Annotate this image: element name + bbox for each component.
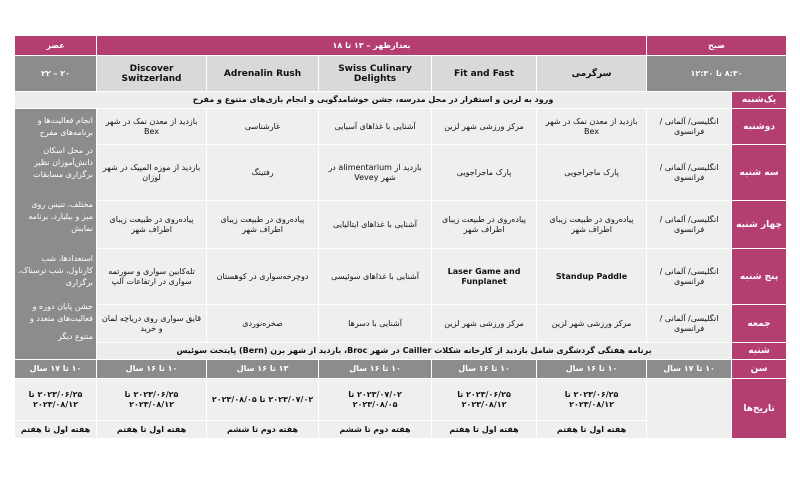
program-adrenalin-rush: Adrenalin Rush: [207, 56, 319, 92]
language-cell: انگلیسی/ آلمانی / فرانسوی: [647, 249, 732, 305]
week-range: هفته اول تا هفتم: [97, 421, 207, 439]
activity-cell: بازدید از موزه المپیک در شهر لوزان: [97, 145, 207, 201]
saturday-text: برنامه هفتگی گردشگری شامل بازدید از کارخانه شکلات Cailler در شهر Broc، بازدید از شهر برن (Bern) پایتخت سوئیس: [97, 343, 732, 360]
evening-line: در محل اسکان دانش‌آموزان نظیر برگزاری مسابقات: [33, 146, 93, 179]
row-tuesday: [15, 145, 787, 201]
evening-activities: [15, 109, 97, 360]
activity-cell: بازدید از معدن نمک در شهر Bex: [537, 109, 647, 145]
schedule-table: [14, 35, 787, 439]
activity-cell: پیاده‌روی در طبیعت زیبای اطراف شهر: [432, 201, 537, 249]
sunday-text: ورود به لزین و استقرار در محل مدرسه، جشن خوشامدگویی و انجام بازی‌های متنوع و مفرح: [15, 92, 732, 109]
activity-cell: پیاده‌روی در طبیعت زیبای اطراف شهر: [537, 201, 647, 249]
activity-cell: دوچرخه‌سواری در کوهستان: [207, 249, 319, 305]
age-value: ۱۰ تا ۱۷ سال: [15, 360, 97, 379]
evening-line: متنوع دیگر: [57, 332, 93, 341]
day-wednesday: چهار شنبه: [732, 201, 787, 249]
header-afternoon: بعدازظهر – ۱۳ تا ۱۸: [97, 36, 647, 56]
evening-line: انجام فعالیت‌ها و برنامه‌های مفرح: [37, 116, 93, 137]
age-value: ۱۳ تا ۱۶ سال: [207, 360, 319, 379]
row-wednesday: [15, 201, 787, 249]
evening-line: جشن پایان دوره و فعالیت‌های متعدد و: [29, 302, 93, 323]
activity-cell: مرکز ورزشی شهر لزین: [537, 305, 647, 343]
age-value: ۱۰ تا ۱۷ سال: [647, 360, 732, 379]
row-thursday: [15, 249, 787, 305]
activity-cell: Laser Game and Funplanet: [432, 249, 537, 305]
activity-cell: مرکز ورزشی شهر لزین: [432, 305, 537, 343]
week-range: هفته اول تا هفتم: [537, 421, 647, 439]
week-range: هفته اول تا هفتم: [15, 421, 97, 439]
age-label: سن: [732, 360, 787, 379]
day-monday: دوشنبه: [732, 109, 787, 145]
activity-cell: بازدید از alimentarium در شهر Vevey: [319, 145, 432, 201]
program-discover-switzerland: Discover Switzerland: [97, 56, 207, 92]
activity-cell: صخره‌نوردی: [207, 305, 319, 343]
activity-cell: قایق سواری روی دریاچه لمان و خرید: [97, 305, 207, 343]
week-range: هفته اول تا هفتم: [432, 421, 537, 439]
row-monday: [15, 109, 787, 145]
activity-cell: مرکز ورزشی شهر لزین: [432, 109, 537, 145]
week-range: هفته دوم تا ششم: [319, 421, 432, 439]
header-morning: صبح: [647, 36, 787, 56]
day-sunday: یک‌شنبه: [732, 92, 787, 109]
language-cell: انگلیسی/ آلمانی / فرانسوی: [647, 201, 732, 249]
header-evening: عصر: [15, 36, 97, 56]
row-saturday: [15, 343, 787, 360]
activity-cell: پارک ماجراجویی: [432, 145, 537, 201]
activity-cell: Standup Paddle: [537, 249, 647, 305]
activity-cell: غارشناسی: [207, 109, 319, 145]
age-value: ۱۰ تا ۱۶ سال: [97, 360, 207, 379]
activity-cell: آشنایی با غذاهای آسیایی: [319, 109, 432, 145]
day-tuesday: سه شنبه: [732, 145, 787, 201]
activity-cell: پیاده‌روی در طبیعت زیبای اطراف شهر: [207, 201, 319, 249]
date-range: ۲۰۲۳/۰۷/۰۲ تا ۲۰۲۳/۰۸/۰۵: [319, 379, 432, 421]
row-dates: [15, 379, 787, 421]
day-friday: جمعه: [732, 305, 787, 343]
evening-line: مختلف، تنیس روی میز و بیلیارد، برنامه نمایش: [28, 200, 93, 233]
subheader-row: [15, 56, 787, 92]
language-cell: انگلیسی/ آلمانی / فرانسوی: [647, 305, 732, 343]
evening-line: استعدادها، شب کارناول، شب ترسناک، برگزاری: [18, 254, 93, 287]
date-range: ۲۰۲۳/۰۶/۲۵ تا ۲۰۲۳/۰۸/۱۲: [432, 379, 537, 421]
activity-cell: پارک ماجراجویی: [537, 145, 647, 201]
time-evening: ۲۰ – ۲۲: [15, 56, 97, 92]
row-friday: [15, 305, 787, 343]
date-range: ۲۰۲۳/۰۷/۰۲ تا ۲۰۲۳/۰۸/۰۵: [207, 379, 319, 421]
header-row: [15, 36, 787, 56]
day-thursday: پنج شنبه: [732, 249, 787, 305]
activity-cell: رفتینگ: [207, 145, 319, 201]
activity-cell: تله‌کابین سواری و سورتمه سواری در ارتفاعات آلپ: [97, 249, 207, 305]
age-value: ۱۰ تا ۱۶ سال: [319, 360, 432, 379]
row-age: [15, 360, 787, 379]
date-range: ۲۰۲۳/۰۶/۲۵ تا ۲۰۲۳/۰۸/۱۲: [537, 379, 647, 421]
row-sunday: [15, 92, 787, 109]
program-fit-and-fast: Fit and Fast: [432, 56, 537, 92]
language-cell: انگلیسی/ آلمانی / فرانسوی: [647, 145, 732, 201]
language-cell: انگلیسی/ آلمانی / فرانسوی: [647, 109, 732, 145]
dates-label: تاریخ‌ها: [732, 379, 787, 439]
activity-cell: آشنایی با غذاهای سوئیسی: [319, 249, 432, 305]
activity-cell: آشنایی با دسرها: [319, 305, 432, 343]
week-range: هفته دوم تا ششم: [207, 421, 319, 439]
activity-cell: آشنایی با غذاهای ایتالیایی: [319, 201, 432, 249]
day-saturday: شنبه: [732, 343, 787, 360]
dates-empty: [647, 379, 732, 439]
program-fun: سرگرمی: [537, 56, 647, 92]
date-range: ۲۰۲۳/۰۶/۲۵ تا ۲۰۲۳/۰۸/۱۲: [97, 379, 207, 421]
date-range: ۲۰۲۳/۰۶/۲۵ تا ۲۰۲۳/۰۸/۱۲: [15, 379, 97, 421]
age-value: ۱۰ تا ۱۶ سال: [432, 360, 537, 379]
age-value: ۱۰ تا ۱۶ سال: [537, 360, 647, 379]
activity-cell: بازدید از معدن نمک در شهر Bex: [97, 109, 207, 145]
time-morning: ۸:۳۰ تا ۱۲:۳۰: [647, 56, 787, 92]
activity-cell: پیاده‌روی در طبیعت زیبای اطراف شهر: [97, 201, 207, 249]
program-swiss-culinary: Swiss Culinary Delights: [319, 56, 432, 92]
